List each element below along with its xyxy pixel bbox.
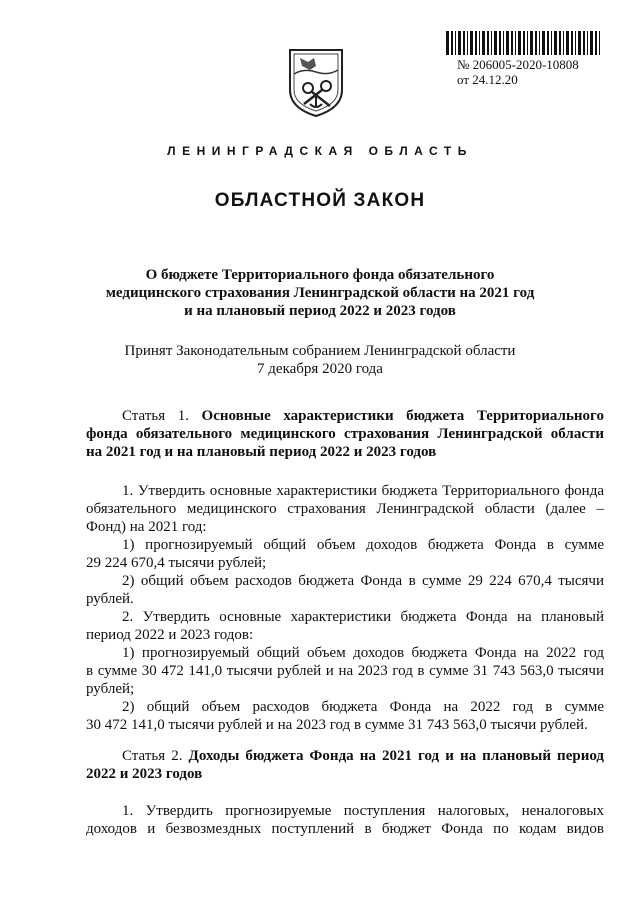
article-2-heading-line-1	[86, 747, 604, 765]
barcode-bar	[539, 31, 540, 55]
barcode-bar	[515, 31, 516, 55]
registration-number: № 206005-2020-10808	[457, 57, 579, 72]
paragraph-text: 1) прогнозируемый общий объем доходов бюджета Фонда на 2022 год	[122, 645, 604, 661]
article-1-heading-line-1	[86, 407, 604, 425]
law-title-line-3: и на плановый период 2022 и 2023 годов	[184, 303, 456, 319]
barcode-bar	[551, 31, 552, 55]
paragraph-text: рублей.	[86, 591, 134, 607]
article-1-prefix: Статья 1.	[122, 408, 189, 424]
paragraph-text: обязательного медицинского страхования Ленинградской области (далее –	[86, 501, 604, 517]
barcode-bar	[511, 31, 513, 55]
barcode-bar	[451, 31, 453, 55]
barcode-bar	[494, 31, 497, 55]
barcode-bar	[482, 31, 485, 55]
barcode-bar	[523, 31, 525, 55]
paragraph-text: рублей;	[86, 681, 135, 697]
barcode-bar	[503, 31, 504, 55]
law-title-line-2: медицинского страхования Ленинградской области на 2021 год	[105, 285, 535, 301]
barcode-bar	[575, 31, 576, 55]
paragraph-text: доходов и безвозмездных поступлений в бюджет Фонда по кодам видов	[86, 821, 604, 837]
paragraph-text: 1. Утвердить основные характеристики бюджета Территориального фонда	[122, 483, 604, 499]
barcode-bar	[458, 31, 461, 55]
barcode-image	[446, 31, 604, 55]
barcode-bar	[542, 31, 545, 55]
barcode-bar	[599, 31, 600, 55]
barcode-bar	[475, 31, 477, 55]
barcode-bar	[463, 31, 465, 55]
registration-date: от 24.12.20	[457, 72, 518, 87]
barcode-bar	[487, 31, 489, 55]
paragraph-text: 2) общий объем расходов бюджета Фонда в сумме 29 224 670,4 тысячи	[122, 573, 604, 589]
barcode-bar	[559, 31, 561, 55]
article-2-title: Доходы бюджета Фонда на 2021 год и на плановый период	[188, 748, 604, 764]
paragraph-text: 30 472 141,0 тысячи рублей и на 2023 год в сумме 31 743 563,0 тысячи рублей.	[86, 717, 588, 733]
barcode-bar	[530, 31, 533, 55]
barcode-bar	[595, 31, 597, 55]
law-title-line-1: О бюджете Территориального фонда обязательного	[145, 267, 495, 283]
adoption-line-1: Принят Законодательным собранием Ленинградской области	[124, 343, 516, 359]
article-1-heading-line-3: на 2021 год и на плановый период 2022 и 2023 годов	[86, 444, 437, 460]
article-1-title: Основные характеристики бюджета Территориального	[201, 408, 604, 424]
barcode-bar	[583, 31, 585, 55]
barcode-bar	[571, 31, 573, 55]
coat-of-arms-emblem	[286, 44, 346, 118]
barcode-bar	[491, 31, 492, 55]
barcode-bar	[527, 31, 528, 55]
barcode-bar	[554, 31, 557, 55]
barcode-bar	[506, 31, 509, 55]
barcode-bar	[499, 31, 501, 55]
paragraph-text: период 2022 и 2023 годов:	[86, 627, 254, 643]
barcode-bar	[563, 31, 564, 55]
barcode-bar	[587, 31, 588, 55]
article-1-heading-line-2: фонда обязательного медицинского страхования Ленинградской области	[86, 426, 604, 442]
barcode-bar	[535, 31, 537, 55]
region-name: ЛЕНИНГРАДСКАЯ ОБЛАСТЬ	[167, 144, 473, 158]
paragraph-text: 1) прогнозируемый общий объем доходов бюджета Фонда в сумме	[122, 537, 604, 553]
paragraph-text: Фонд) на 2021 год:	[86, 519, 207, 535]
barcode-bar	[470, 31, 473, 55]
document-type: ОБЛАСТНОЙ ЗАКОН	[214, 190, 426, 211]
paragraph-text: 29 224 670,4 тысячи рублей;	[86, 555, 267, 571]
paragraph-text: в сумме 30 472 141,0 тысячи рублей и на 2023 год в сумме 31 743 563,0 тысячи	[86, 663, 604, 679]
barcode-bar	[446, 31, 449, 55]
article-2-prefix: Статья 2.	[122, 748, 183, 764]
barcode-bar	[578, 31, 581, 55]
barcode-bar	[590, 31, 593, 55]
adoption-date: 7 декабря 2020 года	[257, 361, 383, 377]
paragraph-text: 2. Утвердить основные характеристики бюджета Фонда на плановый	[122, 609, 604, 625]
paragraph-text: 2) общий объем расходов бюджета Фонда на 2022 год в сумме	[122, 699, 604, 715]
barcode-bar	[547, 31, 549, 55]
barcode-bar	[518, 31, 521, 55]
paragraph-text: 1. Утвердить прогнозируемые поступления налоговых, неналоговых	[122, 803, 604, 819]
barcode-bar	[566, 31, 569, 55]
barcode-bar	[455, 31, 456, 55]
barcode-bar	[467, 31, 468, 55]
article-2-heading-line-2: 2022 и 2023 годов	[86, 766, 203, 782]
barcode-bar	[479, 31, 480, 55]
